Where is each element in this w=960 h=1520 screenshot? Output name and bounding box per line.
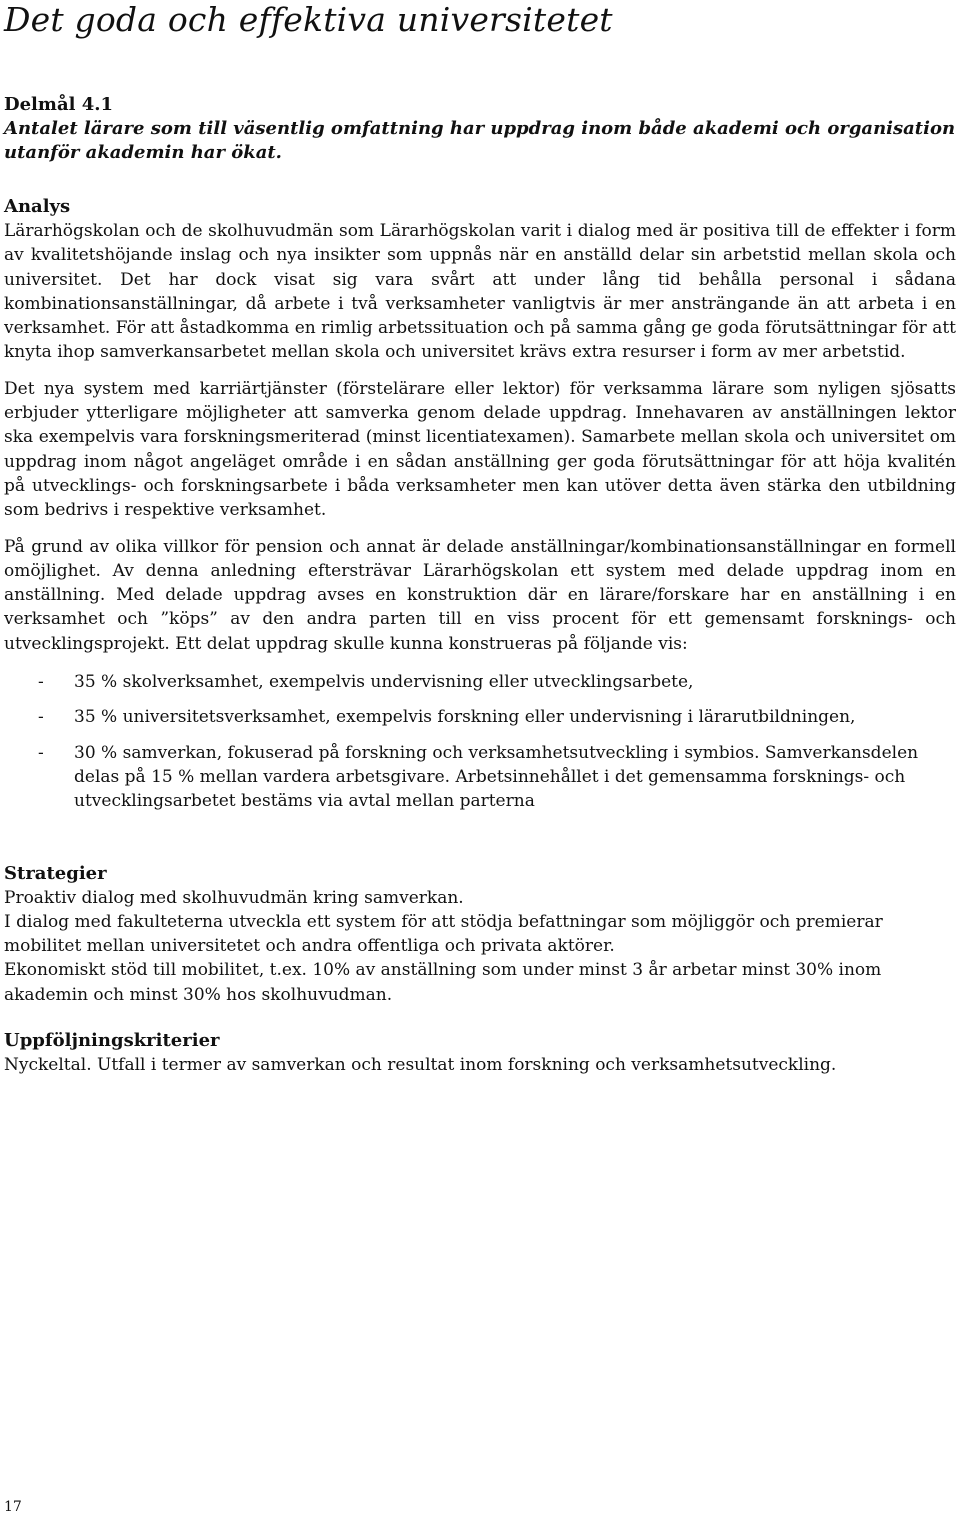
list-marker: - bbox=[38, 672, 44, 693]
strategy-line-1: Proaktiv dialog med skolhuvudmän kring samverkan. bbox=[4, 887, 464, 908]
list-item-text: 35 % skolverksamhet, exempelvis undervisning eller utvecklingsarbete, bbox=[74, 672, 694, 693]
list-marker: - bbox=[38, 742, 44, 763]
uppfoljning-heading: Uppföljningskriterier bbox=[4, 1030, 220, 1052]
list-item bbox=[4, 741, 956, 814]
analys-paragraph-3: På grund av olika villkor för pension och annat är delade anställningar/kombinationsanställningar en formell omöjlighet. Av denna anledning eftersträvar Lärarhögskolan ett system med delade uppdrag inom en anställning. Med delade uppdrag avses en konstruktion där en lärare/forskare har en anställning i en verksamhet och ”köps” av den andra parten till en viss procent för ett gemensamt forsknings- och utvecklingsprojekt. Ett delat uppdrag skulle kunna konstrueras på följande vis: bbox=[4, 536, 956, 654]
list-item bbox=[4, 670, 956, 694]
strategier-heading: Strategier bbox=[4, 862, 107, 884]
list-item-text: 35 % universitetsverksamhet, exempelvis forskning eller undervisning i lärarutbildningen, bbox=[74, 707, 856, 728]
goal-text: Antalet lärare som till väsentlig omfattning har uppdrag inom både akademi och organisation utanför akademin har ökat. bbox=[4, 118, 956, 163]
list-item-text: 30 % samverkan, fokuserad på forskning och verksamhetsutveckling i symbios. Samverkansdelen delas på 15 % mellan vardera arbetsgivare. Arbetsinnehållet i det gemensamma forsknings- och utvecklingsarbetet bestäms via avtal mellan parterna bbox=[74, 742, 919, 812]
strategy-line-2: I dialog med fakulteterna utveckla ett system för att stödja befattningar som möjliggör och premierar mobilitet mellan universitetet och andra offentliga och privata aktörer. bbox=[4, 911, 883, 957]
analys-paragraph-1: Lärarhögskolan och de skolhuvudmän som Lärarhögskolan varit i dialog med är positiva till de effekter i form av kvalitetshöjande inslag och nya insikter som uppnås när en anställd delar sin arbetstid mellan skola och universitet. Det har dock visat sig vara svårt att under lång tid behålla personal i sådana kombinationsanställningar, då arbete i två verksamheter vanligtvis är mer ansträngande än att arbeta i en verksamhet. För att åstadkomma en rimlig arbetssituation och på samma gång ge goda förutsättningar för att knyta ihop samverkansarbetet mellan skola och universitet krävs extra resurser i form av mer arbetstid. bbox=[4, 221, 956, 363]
assignment-split-list bbox=[4, 670, 956, 813]
strategy-line-3: Ekonomiskt stöd till mobilitet, t.ex. 10% av anställning som under minst 3 år arbetar minst 30% inom akademin och minst 30% hos skolhuvudman. bbox=[4, 960, 882, 1005]
list-item bbox=[4, 705, 956, 729]
goal-label: Delmål 4.1 bbox=[4, 94, 114, 115]
analys-paragraph-2: Det nya system med karriärtjänster (förstelärare eller lektor) för verksamma lärare som nyligen sjösatts erbjuder ytterligare möjligheter att samverka genom delade uppdrag. Innehavaren av anställningen lektor ska exempelvis vara forskningsmeriterad (minst licentiatexamen). Samarbete mellan skola och universitet om uppdrag inom något angeläget område i en sådan anställning ger goda förutsättningar för att höja kvalitén på utvecklings- och forskningsarbete i båda verksamheter men kan utöver detta även stärka den utbildning som bedrivs i respektive verksamhet. bbox=[4, 378, 956, 521]
document-page bbox=[4, 0, 956, 1077]
page-number: 17 bbox=[4, 1499, 22, 1515]
analys-heading: Analys bbox=[4, 196, 71, 217]
list-marker: - bbox=[38, 707, 44, 728]
page-title: Det goda och effektiva universitetet bbox=[4, 0, 613, 39]
uppfoljning-text: Nyckeltal. Utfall i termer av samverkan och resultat inom forskning och verksamhetsutveckling. bbox=[4, 1055, 837, 1076]
